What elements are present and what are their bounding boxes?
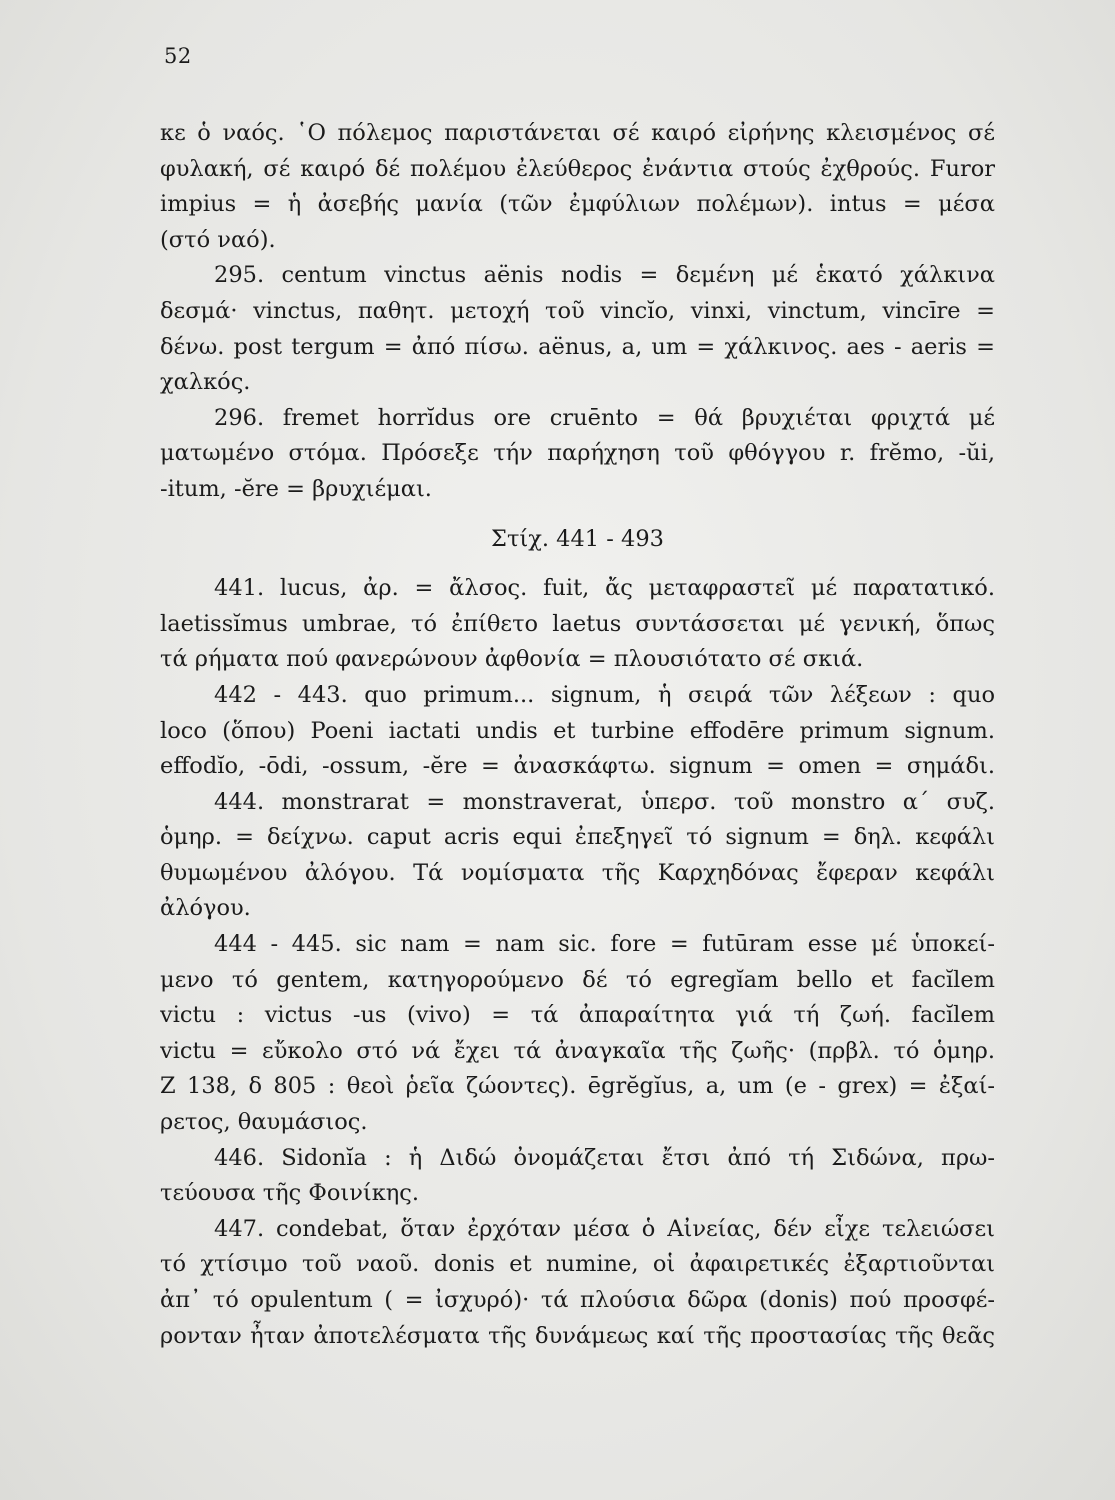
entry-296: 296. fremet horrĭdus ore cruēnto = θά βρυχιέται φριχτά μέ: [214, 404, 995, 431]
text-line: φυλακή, σέ καιρό δέ πολέμου ἐλεύθερος ἐνάντια στούς ἐχθρούς. Furor: [160, 155, 995, 182]
entry-444: 444. monstrarat = monstraverat, ὑπερσ. τοῦ monstro α΄ συζ.: [214, 788, 995, 815]
text-line: victu = εὔκολο στό νά ἔχει τά ἀναγκαῖα τῆς ζωῆς· (πρβλ. τό ὁμηρ.: [160, 1037, 995, 1064]
text-line: victu : victus -us (vivo) = τά ἀπαραίτητα γιά τή ζωή. facĭlem: [160, 1002, 995, 1029]
text-line: effodĭo, -ōdi, -ossum, -ĕre = ἀνασκάφτω. signum = omen = σημάδι.: [160, 753, 995, 780]
section-heading: Στίχ. 441 - 493: [491, 525, 664, 552]
page-number: 52: [164, 44, 192, 68]
text-line: Ζ 138, δ 805 : θεοὶ ῥεῖα ζώοντες). ēgrĕgĭus, a, um (e - grex) = ἐξαί-: [160, 1073, 995, 1100]
text-line: ἀλόγου.: [160, 895, 251, 922]
text-line: impius = ἡ ἀσεβής μανία (τῶν ἐμφύλιων πολέμων). intus = μέσα: [160, 191, 995, 218]
text-line: -itum, -ĕre = βρυχιέμαι.: [160, 475, 432, 502]
text-line: ματωμένο στόμα. Πρόσεξε τήν παρήχηση τοῦ φθόγγου r. frĕmo, -ŭi,: [160, 440, 995, 467]
entry-442-443: 442 - 443. quo primum... signum, ἡ σειρά τῶν λέξεων : quo: [214, 681, 995, 708]
entry-447: 447. condebat, ὅταν ἐρχόταν μέσα ὁ Αἰνείας, δέν εἶχε τελειώσει: [214, 1215, 995, 1242]
text-line: δεσμά· vinctus, παθητ. μετοχή τοῦ vincĭo, vinxi, vinctum, vincīre =: [160, 297, 995, 324]
text-line: ρετος, θαυμάσιος.: [160, 1109, 368, 1136]
text-line: ἀπ᾿ τό opulentum ( = ἰσχυρό)· τά πλούσια δῶρα (donis) πού προσφέ-: [160, 1287, 995, 1313]
entry-446: 446. Sidonĭa : ἡ Διδώ ὀνομάζεται ἔτσι ἀπό τή Σιδώνα, πρω-: [214, 1144, 995, 1171]
text-line: χαλκός.: [160, 369, 251, 396]
text-line: τό χτίσιμο τοῦ ναοῦ. donis et numine, οἱ ἀφαιρετικές ἐξαρτιοῦνται: [160, 1251, 995, 1278]
text-line: τεύουσα τῆς Φοινίκης.: [160, 1180, 420, 1207]
text-line: μενο τό gentem, κατηγορούμενο δέ τό egregĭam bello et facĭlem: [160, 966, 995, 993]
text-line: δένω. post tergum = ἀπό πίσω. aënus, a, um = χάλκινος. aes - aeris =: [160, 333, 995, 360]
text-line: θυμωμένου ἀλόγου. Τά νομίσματα τῆς Καρχηδόνας ἔφεραν κεφάλι: [160, 859, 995, 886]
text-line: loco (ὅπου) Poeni iactati undis et turbine effodēre primum signum.: [160, 717, 995, 744]
text-line: (στό ναό).: [160, 226, 276, 253]
text-line: τά ρήματα πού φανερώνουν ἀφθονία = πλουσιότατο σέ σκιά.: [160, 646, 864, 673]
entry-295: 295. centum vinctus aënis nodis = δεμένη μέ ἑκατό χάλκινα: [214, 262, 995, 289]
text-line: ὁμηρ. = δείχνω. caput acris equi ἐπεξηγεῖ τό signum = δηλ. κεφάλι: [160, 824, 995, 851]
text-line: laetissĭmus umbrae, τό ἐπίθετο laetus συντάσσεται μέ γενική, ὅπως: [160, 610, 995, 637]
text-line: ρονταν ἦταν ἀποτελέσματα τῆς δυνάμεως καί τῆς προστασίας τῆς θεᾶς: [160, 1322, 995, 1349]
commentary-text: [160, 116, 995, 1354]
text-line: κε ὁ ναός. ῾Ο πόλεμος παριστάνεται σέ καιρό εἰρήνης κλεισμένος σέ: [160, 120, 995, 146]
entry-441: 441. lucus, ἀρ. = ἄλσος. fuit, ἄς μεταφραστεῖ μέ παρατατικό.: [214, 575, 995, 602]
entry-444-445: 444 - 445. sic nam = nam sic. fore = futūram esse μέ ὑποκεί-: [214, 931, 995, 958]
